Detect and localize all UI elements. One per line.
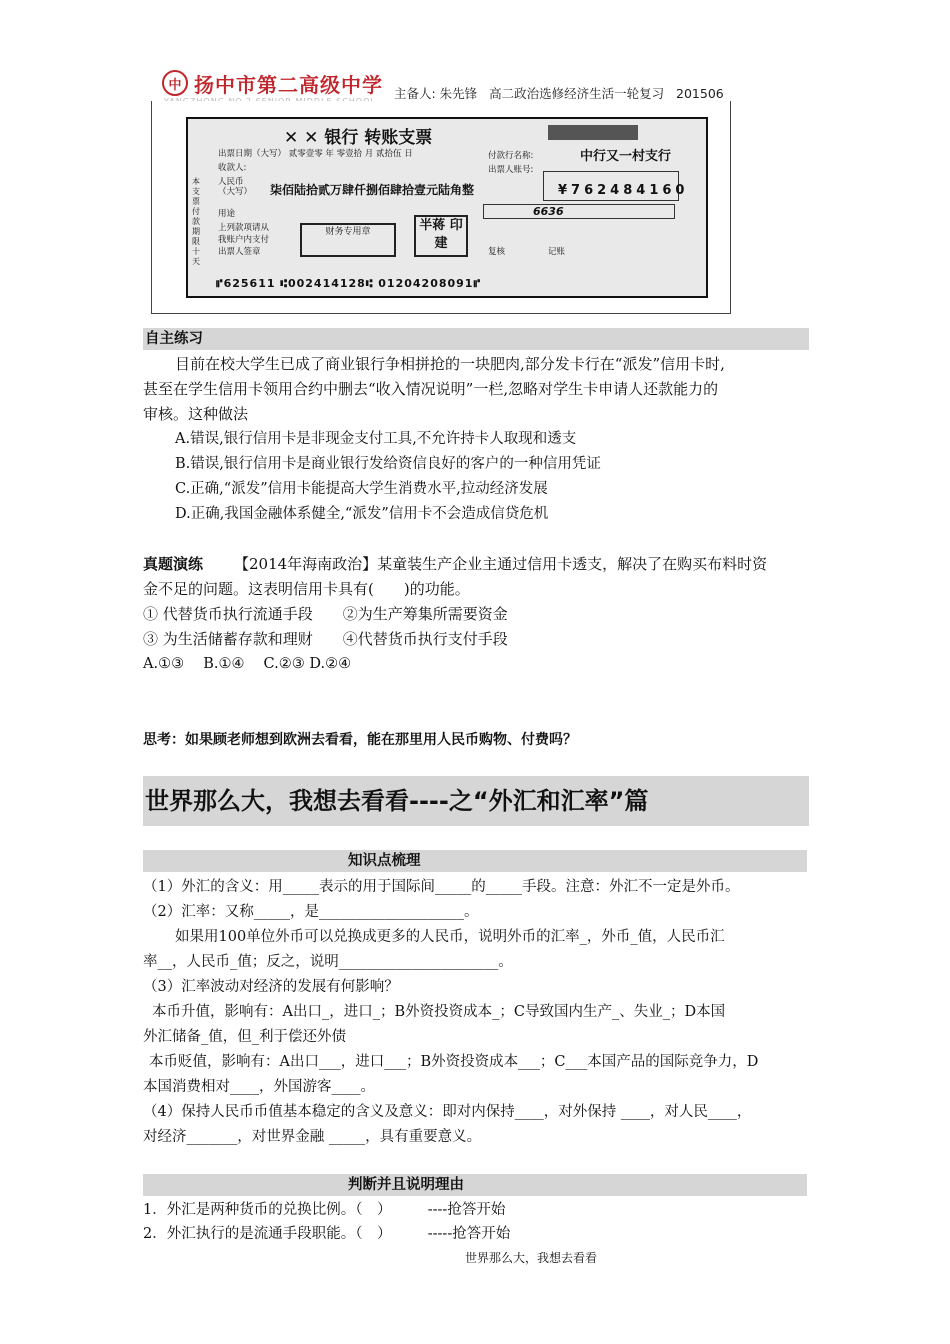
- knowledge-line-4: 率__，人民币_值；反之，说明______________________。: [143, 954, 513, 970]
- practice-option-d: D.正确,我国金融体系健全,“派发”信用卡不会造成信贷危机: [175, 506, 549, 522]
- exam-choices: A.①③ B.①④ C.②③ D.②④: [143, 656, 352, 672]
- cheque-currency-label-2: （大写）: [218, 187, 253, 197]
- knowledge-line-8: 本币贬值，影响有：A出口___，进口___；B外资投资成本___；C___本国产品的国际竞争力，D: [149, 1054, 759, 1070]
- cheque-finance-stamp: 财务专用章: [300, 223, 396, 257]
- cheque-amount-words: 柒佰陆拾贰万肆仟捌佰肆拾壹元陆角整: [270, 183, 475, 197]
- cheque-signature: 6636: [533, 205, 564, 218]
- cheque-payer-bank-label: 付款行名称:: [488, 151, 534, 161]
- cheque-use-label: 用途: [218, 209, 236, 219]
- knowledge-line-9: 本国消费相对____，外国游客____。: [143, 1079, 375, 1095]
- cheque-review: 复核: [488, 247, 506, 257]
- practice-question-line-1: 目前在校大学生已成了商业银行争相拼抢的一块肥肉,部分发卡行在“派发”信用卡时,: [175, 355, 725, 373]
- school-name: 扬中市第二高级中学: [194, 72, 383, 97]
- cheque-date-line: 出票日期（大写） 贰零壹零 年 零壹拾 月 贰拾伍 日: [218, 149, 413, 159]
- exam-label: 真题演练: [143, 555, 204, 573]
- knowledge-line-3: 如果用100单位外币可以兑换成更多的人民币，说明外币的汇率_，外币_值，人民币汇: [175, 929, 725, 945]
- cheque-record: 记账: [548, 247, 566, 257]
- cheque-side-text: 本支票付款期限十天: [192, 177, 200, 266]
- judge-question-2: 2．外汇执行的是流通手段职能。（ ） -----抢答开始: [143, 1226, 511, 1242]
- cheque-above-line: 上列款项请从: [218, 223, 270, 233]
- cheque-serial-block: [548, 125, 638, 140]
- practice-option-a: A.错误,银行信用卡是非现金支付工具,不允许持卡人取现和透支: [175, 431, 577, 447]
- knowledge-heading: 知识点梳理: [143, 850, 807, 872]
- cheque-image: [186, 117, 708, 298]
- practice-question-line-3: 审核。这种做法: [143, 405, 249, 423]
- exam-items-1-2: ① 代替货币执行流通手段 ②为生产筹集所需要资金: [143, 605, 508, 623]
- cheque-personal-stamp: 半蒋 印建: [414, 215, 468, 257]
- cheque-currency-label: 人民币: [218, 177, 244, 187]
- practice-heading: 自主练习: [143, 328, 809, 350]
- knowledge-line-2: （2）汇率：又称_____，是____________________。: [143, 904, 479, 920]
- practice-option-b: B.错误,银行信用卡是商业银行发给资信良好的客户的一种信用凭证: [175, 456, 601, 472]
- cheque-bank-name: 中行又一村支行: [580, 149, 672, 164]
- practice-question-line-2: 甚至在学生信用卡领用合约中删去“收入情况说明”一栏,忽略对学生卡申请人还款能力的: [143, 380, 719, 398]
- cheque-account-pay: 我账户内支付: [218, 235, 270, 245]
- cheque-payee-line: 收款人:: [218, 163, 247, 173]
- knowledge-line-1: （1）外汇的含义：用_____表示的用于国际间_____的_____手段。注意：外汇不一定是外币。: [143, 879, 740, 895]
- cheque-account-label: 出票人账号:: [488, 165, 534, 175]
- school-emblem-icon: 中: [162, 70, 188, 96]
- judge-question-1: 1．外汇是两种货币的兑换比例。（ ） ----抢答开始: [143, 1202, 506, 1218]
- header-info: 主备人: 朱先锋 高二政治选修经济生活一轮复习 201506: [394, 86, 724, 101]
- cheque-title: ✕ ✕ 银行 转账支票: [284, 128, 433, 148]
- section-title: 世界那么大，我想去看看----之“外汇和汇率”篇: [143, 776, 809, 826]
- cheque-amount-digits: ¥762484160: [558, 183, 689, 198]
- judge-heading: 判断并且说明理由: [143, 1174, 807, 1196]
- exam-question-line-2: 金不足的问题。这表明信用卡具有( )的功能。: [143, 580, 470, 598]
- knowledge-line-5: （3）汇率波动对经济的发展有何影响？: [143, 979, 399, 995]
- think-question: 思考：如果顾老师想到欧洲去看看，能在那里用人民币购物、付费吗？: [143, 732, 577, 748]
- cheque-signer: 出票人签章: [218, 247, 261, 257]
- school-logo: [162, 68, 383, 98]
- knowledge-line-11: 对经济_______，对世界金融 _____，具有重要意义。: [143, 1129, 482, 1145]
- knowledge-line-6: 本币升值，影响有：A出口_，进口_；B外资投资成本_；C导致国内生产_、失业_；D本国: [152, 1004, 726, 1020]
- cheque-micr-line: ⑈625611 ⑆002414128⑆ 01204208091⑈: [216, 277, 482, 290]
- exam-items-3-4: ③ 为生活储蓄存款和理财 ④代替货币执行支付手段: [143, 630, 508, 648]
- exam-question-line-1: 【2014年海南政治】某童装生产企业主通过信用卡透支，解决了在购买布料时资: [234, 555, 768, 573]
- practice-option-c: C.正确,“派发”信用卡能提高大学生消费水平,拉动经济发展: [175, 481, 548, 497]
- cheque-use-box: [483, 204, 675, 219]
- knowledge-line-7: 外汇储备_值，但_利于偿还外债: [143, 1029, 346, 1045]
- knowledge-line-10: （4）保持人民币币值基本稳定的含义及意义：即对内保持____，对外保持 ____，对人民____，: [143, 1104, 752, 1120]
- page-footer: 世界那么大，我想去看看: [465, 1251, 598, 1265]
